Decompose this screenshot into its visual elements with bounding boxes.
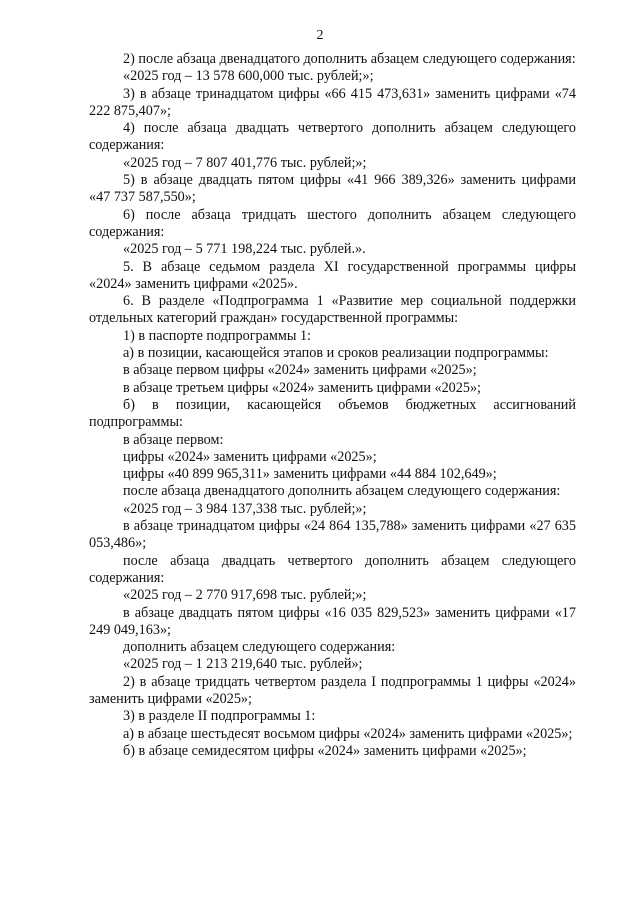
paragraph-28: 3) в разделе II подпрограммы 1:: [123, 708, 316, 725]
paragraph-14: в абзаце третьем цифры «2024» заменить цифрами «2025»;: [123, 379, 481, 396]
paragraph-18: цифры «40 899 965,311» заменить цифрами «44 884 102,649»;: [123, 466, 497, 483]
paragraph-19: после абзаца двенадцатого дополнить абзацем следующего содержания:: [123, 483, 561, 500]
paragraph-5: «2025 год – 7 807 401,776 тыс. рублей;»;: [123, 154, 367, 171]
paragraph-21: в абзаце тринадцатом цифры «24 864 135,788» заменить цифрами «27 635 053,486»;: [89, 518, 576, 552]
paragraph-27: 2) в абзаце тридцать четвертом раздела I подпрограммы 1 цифры «2024» заменить цифрами «2025»;: [89, 673, 576, 707]
document-body: [89, 51, 576, 760]
paragraph-29: а) в абзаце шестьдесят восьмом цифры «2024» заменить цифрами «2025»;: [123, 725, 573, 742]
paragraph-22: после абзаца двадцать четвертого дополнить абзацем следующего содержания:: [89, 552, 576, 586]
paragraph-7: 6) после абзаца тридцать шестого дополнить абзацем следующего содержания:: [89, 206, 576, 240]
paragraph-12: а) в позиции, касающейся этапов и сроков реализации подпрограммы:: [123, 345, 549, 362]
paragraph-8: «2025 год – 5 771 198,224 тыс. рублей.».: [123, 241, 366, 258]
paragraph-24: в абзаце двадцать пятом цифры «16 035 829,523» заменить цифрами «17 249 049,163»;: [89, 604, 576, 638]
paragraph-2: «2025 год – 13 578 600,000 тыс. рублей;»;: [123, 68, 374, 85]
paragraph-26: «2025 год – 1 213 219,640 тыс. рублей»;: [123, 656, 363, 673]
paragraph-3: 3) в абзаце тринадцатом цифры «66 415 473,631» заменить цифрами «74 222 875,407»;: [89, 85, 576, 119]
paragraph-9: 5. В абзаце седьмом раздела XI государственной программы цифры «2024» заменить цифрами «2025».: [89, 258, 576, 292]
paragraph-23: «2025 год – 2 770 917,698 тыс. рублей;»;: [123, 587, 367, 604]
page-number: 2: [316, 28, 324, 43]
paragraph-16: в абзаце первом:: [123, 431, 224, 448]
paragraph-13: в абзаце первом цифры «2024» заменить цифрами «2025»;: [123, 362, 477, 379]
paragraph-15: б) в позиции, касающейся объемов бюджетных ассигнований подпрограммы:: [89, 396, 576, 431]
paragraph-1: 2) после абзаца двенадцатого дополнить абзацем следующего содержания:: [123, 51, 576, 67]
paragraph-20: «2025 год – 3 984 137,338 тыс. рублей;»;: [123, 500, 367, 517]
paragraph-11: 1) в паспорте подпрограммы 1:: [123, 327, 311, 344]
paragraph-25: дополнить абзацем следующего содержания:: [123, 639, 396, 656]
paragraph-30: б) в абзаце семидесятом цифры «2024» заменить цифрами «2025»;: [123, 742, 527, 759]
paragraph-10: 6. В разделе «Подпрограмма 1 «Развитие мер социальной поддержки отдельных категорий граждан» государственной программы:: [89, 293, 576, 327]
paragraph-17: цифры «2024» заменить цифрами «2025»;: [123, 448, 377, 465]
paragraph-6: 5) в абзаце двадцать пятом цифры «41 966 389,326» заменить цифрами «47 737 587,550»;: [89, 172, 576, 206]
paragraph-4: 4) после абзаца двадцать четвертого дополнить абзацем следующего содержания:: [89, 120, 576, 154]
